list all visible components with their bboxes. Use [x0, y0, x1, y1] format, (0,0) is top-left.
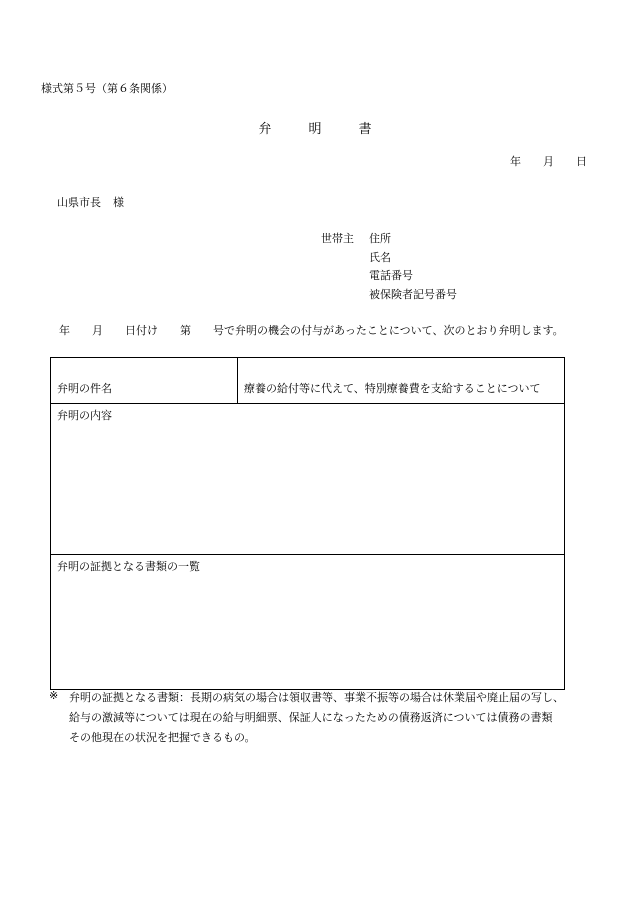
subject-label: 弁明の件名 [57, 382, 112, 395]
addressee [57, 194, 124, 210]
date-day: 日 [576, 155, 587, 168]
evidence-label: 弁明の証拠となる書類の一覧 [57, 560, 200, 573]
notice-text: 号で弁明の機会の付与があったことについて、次のとおり弁明します。 [213, 324, 564, 337]
content-row [51, 404, 565, 555]
evidence-row [51, 555, 565, 690]
householder-address-label: 住所 [369, 232, 391, 245]
footnote-mark: ※ [49, 689, 59, 702]
date-line [510, 153, 587, 169]
content-label: 弁明の内容 [57, 409, 112, 422]
document-title: 弁 明 書 [258, 122, 384, 137]
householder-phone-label: 電話番号 [369, 269, 413, 282]
form-number: 様式第５号（第６条関係） [41, 82, 173, 95]
subject-value: 療養の給付等に代えて、特別療養費を支給することについて [244, 382, 541, 395]
footnote-line-2: 給与の激減等については現在の給与明細票、保証人になったための債務返済については債務の書類 [69, 711, 553, 724]
notice-day-dated: 日付け [125, 324, 158, 337]
evidence-cell[interactable] [51, 555, 565, 690]
notice-number-prefix: 第 [180, 324, 191, 337]
notice-month: 月 [92, 324, 103, 337]
addressee-name: 山県市長 [57, 196, 101, 209]
householder-name-label: 氏名 [369, 251, 391, 264]
subject-label-cell [51, 358, 238, 404]
householder-label: 世帯主 [321, 232, 354, 245]
subject-value-cell [238, 358, 565, 404]
defense-form-table [50, 357, 565, 690]
householder-insured-number-label: 被保険者記号番号 [369, 288, 457, 301]
notice-statement [59, 322, 564, 338]
subject-row [51, 358, 565, 404]
footnote-line-1: 弁明の証拠となる書類：長期の病気の場合は領収書等、事業不振等の場合は休業届や廃止届の写し、 [69, 691, 564, 704]
date-month: 月 [543, 155, 554, 168]
notice-year: 年 [59, 324, 70, 337]
content-cell[interactable] [51, 404, 565, 555]
date-year: 年 [510, 155, 521, 168]
addressee-honorific: 様 [113, 196, 124, 209]
footnote-line-3: その他現在の状況を把握できるもの。 [69, 731, 256, 744]
